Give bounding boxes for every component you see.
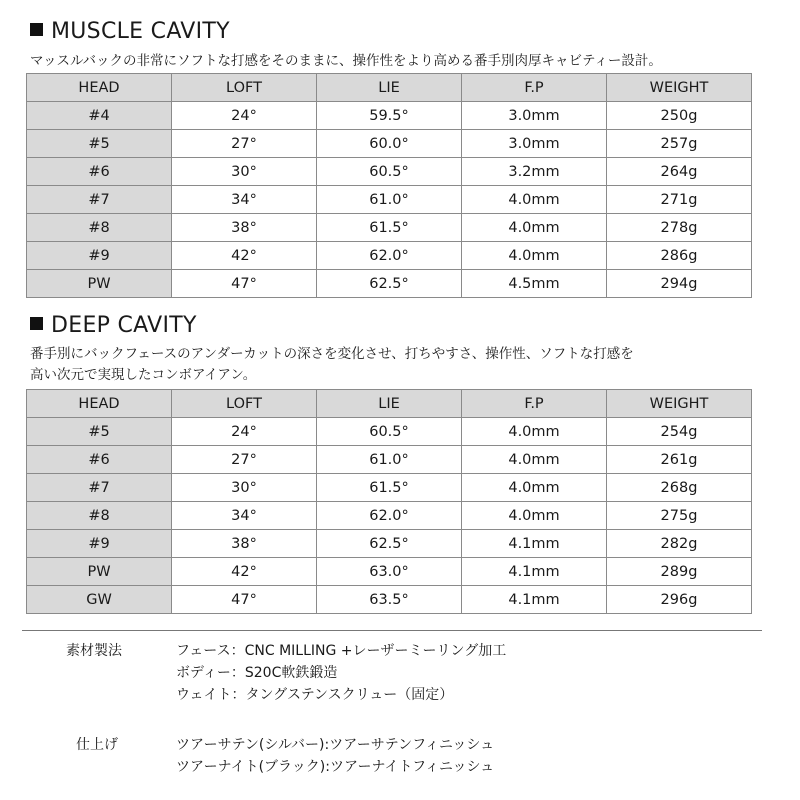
table-row (27, 418, 752, 446)
cell-fp: 4.0mm (462, 418, 607, 446)
table-row (27, 502, 752, 530)
table-row (27, 214, 752, 242)
cell-lie: 62.0° (317, 502, 462, 530)
section-title-text: MUSCLE CAVITY (51, 19, 230, 44)
cell-loft: 34° (172, 186, 317, 214)
finish-line: ツアーナイト(ブラック):ツアーナイトフィニッシュ (176, 759, 495, 775)
cell-head: #9 (27, 530, 172, 558)
table-header-row (27, 390, 752, 418)
cell-head: #5 (27, 418, 172, 446)
cell-fp: 4.1mm (462, 586, 607, 614)
cell-loft: 47° (172, 270, 317, 298)
cell-lie: 61.5° (317, 214, 462, 242)
table-row (27, 270, 752, 298)
cell-loft: 34° (172, 502, 317, 530)
cell-weight: 264g (607, 158, 752, 186)
cell-head: #6 (27, 446, 172, 474)
cell-weight: 271g (607, 186, 752, 214)
square-bullet-icon (30, 317, 43, 330)
column-header-head: HEAD (27, 74, 172, 102)
material-label: 素材製法 (66, 643, 122, 659)
cell-loft: 38° (172, 530, 317, 558)
cell-weight: 289g (607, 558, 752, 586)
cell-fp: 4.0mm (462, 186, 607, 214)
cell-lie: 60.0° (317, 130, 462, 158)
section-divider (22, 630, 762, 631)
cell-loft: 38° (172, 214, 317, 242)
section-description (30, 344, 780, 386)
cell-lie: 60.5° (317, 158, 462, 186)
cell-lie: 62.0° (317, 242, 462, 270)
cell-weight: 278g (607, 214, 752, 242)
description-line: 高い次元で実現したコンボアイアン。 (30, 367, 257, 383)
table-row (27, 558, 752, 586)
cell-loft: 42° (172, 558, 317, 586)
cell-fp: 4.0mm (462, 502, 607, 530)
cell-fp: 4.0mm (462, 474, 607, 502)
cell-lie: 62.5° (317, 270, 462, 298)
spec-table-deep-cavity (26, 389, 752, 614)
column-header-head: HEAD (27, 390, 172, 418)
cell-weight: 261g (607, 446, 752, 474)
column-header-lie: LIE (317, 74, 462, 102)
table-row (27, 446, 752, 474)
table-row (27, 242, 752, 270)
section-title-muscle-cavity (30, 18, 230, 46)
column-header-weight: WEIGHT (607, 390, 752, 418)
cell-lie: 61.0° (317, 446, 462, 474)
cell-weight: 254g (607, 418, 752, 446)
cell-head: #7 (27, 474, 172, 502)
column-header-lie: LIE (317, 390, 462, 418)
cell-weight: 282g (607, 530, 752, 558)
finish-details (176, 734, 494, 778)
cell-fp: 4.1mm (462, 530, 607, 558)
cell-head: #8 (27, 214, 172, 242)
cell-weight: 268g (607, 474, 752, 502)
cell-weight: 257g (607, 130, 752, 158)
cell-head: PW (27, 558, 172, 586)
spec-table-muscle-cavity (26, 73, 752, 298)
cell-loft: 24° (172, 418, 317, 446)
cell-fp: 4.0mm (462, 242, 607, 270)
section-description: マッスルバックの非常にソフトな打感をそのままに、操作性をより高める番手別肉厚キャビティー設計。 (30, 53, 662, 69)
cell-fp: 3.0mm (462, 102, 607, 130)
cell-head: GW (27, 586, 172, 614)
cell-lie: 61.5° (317, 474, 462, 502)
cell-head: #4 (27, 102, 172, 130)
cell-weight: 275g (607, 502, 752, 530)
column-header-loft: LOFT (172, 74, 317, 102)
square-bullet-icon (30, 23, 43, 36)
table-row (27, 158, 752, 186)
cell-loft: 42° (172, 242, 317, 270)
cell-lie: 62.5° (317, 530, 462, 558)
material-line: ボディー：S20C軟鉄鍛造 (176, 665, 338, 681)
section-title-text: DEEP CAVITY (51, 313, 197, 338)
table-row (27, 186, 752, 214)
cell-loft: 30° (172, 158, 317, 186)
cell-lie: 61.0° (317, 186, 462, 214)
cell-loft: 30° (172, 474, 317, 502)
cell-fp: 4.5mm (462, 270, 607, 298)
cell-weight: 286g (607, 242, 752, 270)
cell-lie: 60.5° (317, 418, 462, 446)
description-line: 番手別にバックフェースのアンダーカットの深さを変化させ、打ちやすさ、操作性、ソフトな打感を (30, 346, 634, 362)
cell-fp: 3.2mm (462, 158, 607, 186)
cell-lie: 63.0° (317, 558, 462, 586)
table-row (27, 102, 752, 130)
cell-fp: 4.1mm (462, 558, 607, 586)
cell-loft: 47° (172, 586, 317, 614)
cell-head: #8 (27, 502, 172, 530)
cell-weight: 296g (607, 586, 752, 614)
table-row (27, 130, 752, 158)
material-line: ウェイト：タングステンスクリュー（固定） (176, 687, 454, 703)
cell-head: #7 (27, 186, 172, 214)
cell-head: #5 (27, 130, 172, 158)
column-header-weight: WEIGHT (607, 74, 752, 102)
finish-line: ツアーサテン(シルバー):ツアーサテンフィニッシュ (176, 737, 495, 753)
cell-lie: 59.5° (317, 102, 462, 130)
cell-head: #9 (27, 242, 172, 270)
cell-loft: 24° (172, 102, 317, 130)
table-row (27, 474, 752, 502)
material-details (176, 640, 506, 706)
column-header-fp: F.P (462, 74, 607, 102)
cell-weight: 294g (607, 270, 752, 298)
cell-lie: 63.5° (317, 586, 462, 614)
material-line: フェース：CNC MILLING +レーザーミーリング加工 (176, 643, 507, 659)
table-header-row (27, 74, 752, 102)
cell-head: PW (27, 270, 172, 298)
finish-label: 仕上げ (76, 737, 118, 753)
table-row (27, 586, 752, 614)
cell-head: #6 (27, 158, 172, 186)
cell-loft: 27° (172, 446, 317, 474)
cell-loft: 27° (172, 130, 317, 158)
table-row (27, 530, 752, 558)
cell-fp: 3.0mm (462, 130, 607, 158)
column-header-fp: F.P (462, 390, 607, 418)
cell-weight: 250g (607, 102, 752, 130)
cell-fp: 4.0mm (462, 446, 607, 474)
cell-fp: 4.0mm (462, 214, 607, 242)
section-title-deep-cavity (30, 312, 197, 340)
column-header-loft: LOFT (172, 390, 317, 418)
